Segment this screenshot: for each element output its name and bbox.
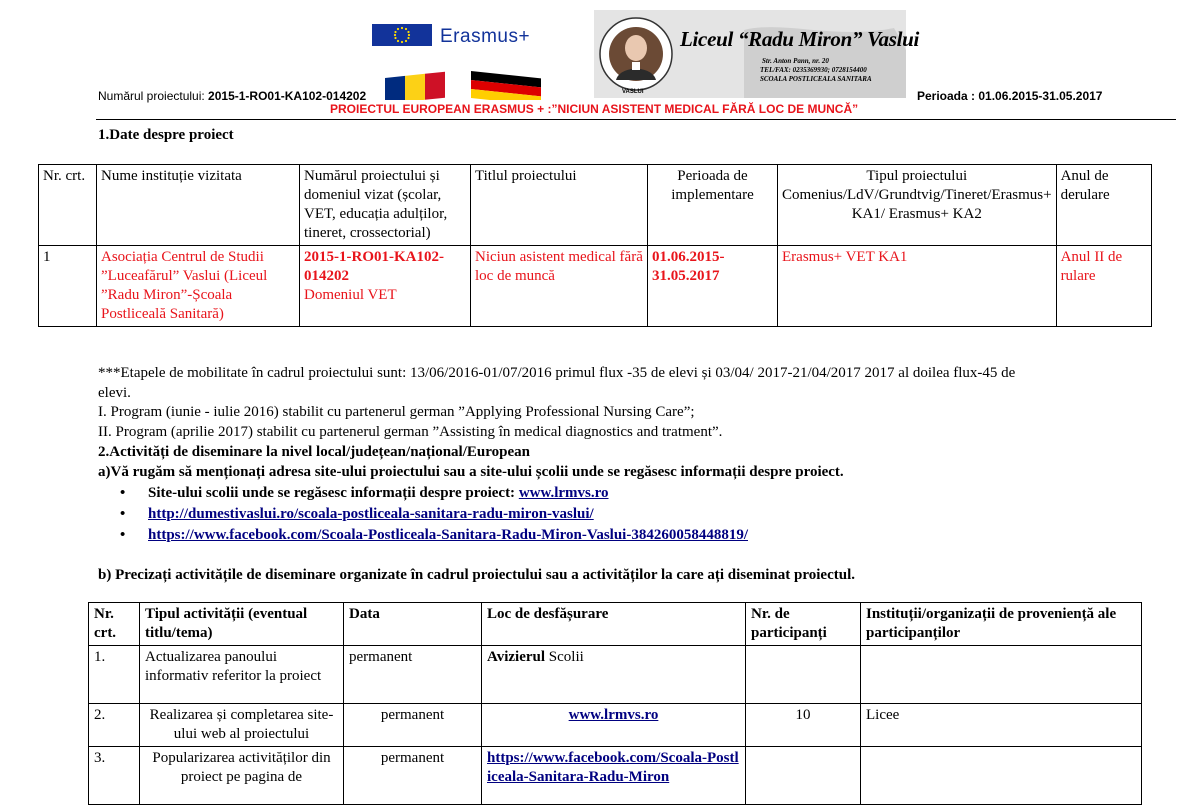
col-year: Anul de derulare [1056,165,1151,246]
table-row [89,704,1142,747]
cell-activity-type: Popularizarea activităților din proiect pe pagina de [140,747,344,805]
list-item [120,505,748,526]
cell-participants [746,747,861,805]
col-participants: Nr. de participanți [746,603,861,646]
erasmus-wordmark: Erasmus+ [440,26,531,47]
cell-nr: 2. [89,704,140,747]
list-item [120,484,748,505]
cell-institutions [861,646,1142,704]
col-type: Tipul proiectului Comenius/LdV/Grundtvig/Tineret/Erasmus+ KA1/ Erasmus+ KA2 [778,165,1057,246]
school-site-link[interactable]: www.lrmvs.ro [518,485,609,501]
place-rest: Scolii [545,649,584,665]
cell-institutions: Licee [861,704,1142,747]
school-site-label: Site-ului scolii unde se regăsesc informații despre proiect: [148,485,519,501]
cell-place [482,646,746,704]
cell-nr: 3. [89,747,140,805]
cell-participants [746,646,861,704]
romania-germany-flags-icon [385,64,545,105]
col-date: Data [344,603,482,646]
school-logo [594,10,906,98]
cell-place [482,747,746,805]
project-info-table [38,164,1152,327]
mobility-note-line1: ***Etapele de mobilitate în cadrul proiectului sunt: 13/06/2016-01/07/2016 primul flux -35 de elevi și 03/04/ 2017-21/04/2017 2017 al doilea flux-45 de [98,365,1016,381]
project-number-value: 2015-1-RO01-KA102-014202 [208,89,367,103]
cell-nr: 1 [39,246,97,327]
section1-heading: 1.Date despre proiect [98,127,234,143]
activities-table [88,602,1142,805]
col-title: Titlul proiectului [471,165,648,246]
section2-subheading-b: b) Precizați activitățile de diseminare organizate în cadrul proiectului sau a activităților la care ați diseminat proiectul. [98,567,855,583]
table-row [89,747,1142,805]
school-address: Str. Anton Pann, nr. 20 [762,57,829,65]
place-link[interactable]: www.lrmvs.ro [568,707,659,723]
cell-year: Anul II de rulare [1056,246,1151,327]
cell-activity-type: Realizarea și completarea site-ului web al proiectului [140,704,344,747]
table-row [39,246,1152,327]
bullet-icon: • [120,527,126,543]
col-nr: Nr. crt. [39,165,97,246]
cell-title: Niciun asistent medical fără loc de muncă [471,246,648,327]
school-subtitle: SCOALA POSTLICEALA SANITARA [760,75,872,83]
col-project-number: Numărul proiectului și domeniul vizat (școlar, VET, educația adulților, tineret, crossectorial) [300,165,471,246]
cell-type: Erasmus+ VET KA1 [778,246,1057,327]
list-item [120,526,748,547]
cell-nr: 1. [89,646,140,704]
cell-date: permanent [344,747,482,805]
col-period: Perioada de implementare [648,165,778,246]
program-1: I. Program (iunie - iulie 2016) stabilit cu partenerul german ”Applying Professional Nursing Care”; [98,404,695,420]
mobility-note-line2: elevi. [98,385,131,401]
col-institution: Nume instituție vizitata [97,165,300,246]
project-title: PROIECTUL EUROPEAN ERASMUS + :”NICIUN ASISTENT MEDICAL FĂRĂ LOC DE MUNCĂ” [330,102,859,116]
cell-project-number-value: 2015-1-RO01-KA102-014202 [304,249,444,284]
project-period: Perioada : 01.06.2015-31.05.2017 [917,89,1103,103]
cell-institution: Asociația Centrul de Studii ”Luceafărul” Vaslui (Liceul ”Radu Miron”-Școala Postliceală Sanitară) [97,246,300,327]
project-number-label: Numărul proiectului: [98,89,209,103]
bullet-icon: • [120,485,126,501]
cell-domain: Domeniul VET [304,287,397,303]
cell-date: permanent [344,646,482,704]
table-header-row [39,165,1152,246]
cell-participants: 10 [746,704,861,747]
bullet-icon: • [120,506,126,522]
place-link[interactable]: https://www.facebook.com/Scoala-Postliceala-Sanitara-Radu-Miron [487,750,739,785]
col-activity-type: Tipul activității (eventual titlu/tema) [140,603,344,646]
header-divider [96,119,1176,120]
program-2: II. Program (aprilie 2017) stabilit cu partenerul german ”Assisting în medical diagnostics and tratment”. [98,424,723,440]
table-header-row [89,603,1142,646]
dumestivaslui-link[interactable]: http://dumestivaslui.ro/scoala-postliceala-sanitara-radu-miron-vaslui/ [148,506,594,522]
facebook-link[interactable]: https://www.facebook.com/Scoala-Postliceala-Sanitara-Radu-Miron-Vaslui-384260058448819/ [148,527,748,543]
cell-project-number [300,246,471,327]
table-row [89,646,1142,704]
school-name: Liceul “Radu Miron” Vaslui [680,27,920,51]
cell-place [482,704,746,747]
col-nr: Nr. crt. [89,603,140,646]
place-bold: Avizierul [487,649,546,665]
cell-activity-type: Actualizarea panoului informativ referitor la proiect [140,646,344,704]
col-place: Loc de desfășurare [482,603,746,646]
section2-heading: 2.Activități de diseminare la nivel local/județean/național/European [98,444,530,460]
school-phone: TEL/FAX: 0235369930; 0728154400 [760,66,867,74]
logo-city-label: VASLUI [622,89,644,95]
cell-date: permanent [344,704,482,747]
project-number-line [98,89,366,103]
section2-subheading-a: a)Vă rugăm să menționați adresa site-ului proiectului sau a site-ului școlii unde se regăsesc informații despre proiect. [98,464,844,480]
eu-flag-icon [372,24,432,46]
col-institutions: Instituții/organizații de proveniență ale participanților [861,603,1142,646]
cell-period: 01.06.2015-31.05.2017 [648,246,778,327]
links-list [120,484,748,547]
cell-institutions [861,747,1142,805]
